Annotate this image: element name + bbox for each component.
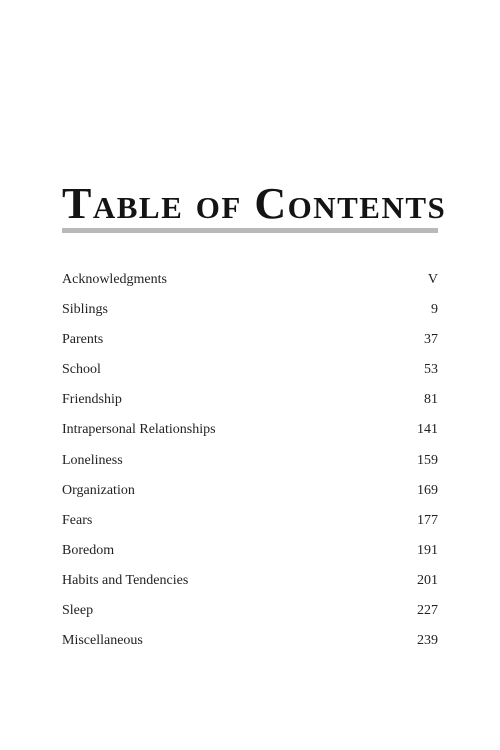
title-divider (62, 228, 438, 233)
toc-entry (62, 569, 438, 599)
toc-entry (62, 298, 438, 328)
toc-entry-label: Acknowledgments (62, 272, 167, 287)
toc-entry-page: 9 (431, 302, 438, 318)
toc-entry-page: 141 (417, 422, 438, 438)
page-title: Table of Contents (62, 179, 447, 228)
toc-entry-label: Organization (62, 482, 135, 498)
toc-entry-label: Sleep (62, 603, 94, 619)
toc-entry (62, 358, 438, 388)
toc-entry-label: Miscellaneous (62, 633, 143, 649)
toc-entry (62, 509, 438, 539)
toc-entry (62, 418, 438, 448)
toc-entry-page: 227 (417, 603, 438, 619)
toc-entry-page: 177 (417, 512, 438, 528)
toc-entry-page: 81 (424, 392, 438, 408)
toc-entry-label: School (62, 362, 101, 378)
toc-entry (62, 599, 438, 629)
toc-entry (62, 479, 438, 509)
toc-entry-page: 201 (417, 572, 438, 588)
toc-list (62, 268, 438, 659)
toc-entry-page: 37 (424, 332, 438, 348)
toc-entry (62, 268, 438, 298)
toc-entry (62, 449, 438, 479)
toc-entry (62, 328, 438, 358)
toc-entry-label: Intrapersonal Relationships (62, 422, 216, 438)
toc-entry-label: Loneliness (62, 452, 123, 468)
toc-entry-label: Siblings (62, 302, 108, 318)
toc-entry-page: 191 (417, 542, 438, 558)
toc-entry-page: 169 (417, 482, 438, 498)
toc-entry (62, 388, 438, 418)
toc-entry-label: Boredom (62, 542, 115, 558)
toc-entry (62, 629, 438, 659)
toc-entry-page: 53 (424, 362, 438, 378)
toc-entry-page: 159 (417, 452, 438, 468)
toc-entry (62, 539, 438, 569)
toc-entry-label: Habits and Tendencies (62, 572, 189, 588)
toc-entry-page: 239 (417, 633, 438, 649)
toc-entry-page: V (427, 272, 438, 287)
toc-entry-label: Fears (62, 512, 93, 528)
toc-entry-label: Friendship (62, 392, 122, 408)
toc-entry-label: Parents (62, 332, 104, 348)
